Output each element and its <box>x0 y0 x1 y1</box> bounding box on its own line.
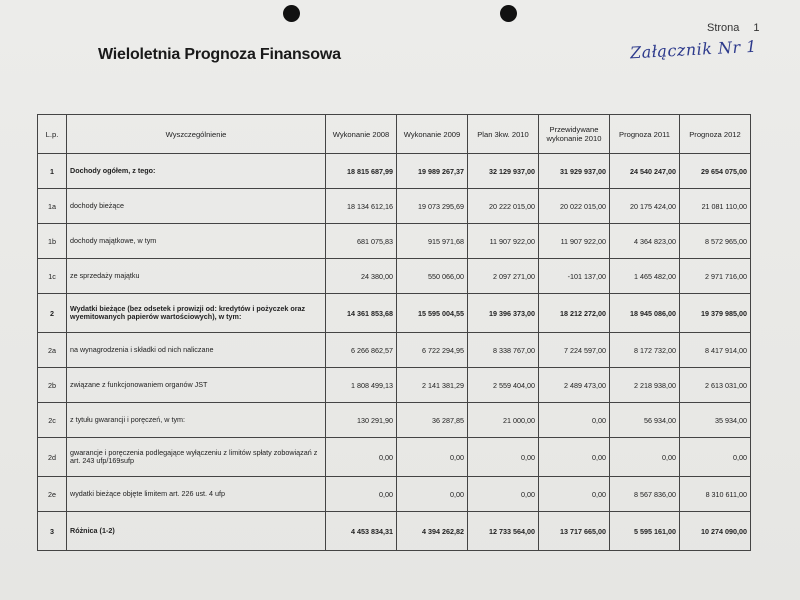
table-row <box>38 224 751 259</box>
table-row <box>38 189 751 224</box>
column-header: Wyszczególnienie <box>67 115 326 154</box>
value-forecast-2011: 2 218 938,00 <box>610 368 680 403</box>
page-number <box>707 22 760 34</box>
table-row <box>38 368 751 403</box>
value-plan-2010: 20 222 015,00 <box>468 189 539 224</box>
row-description: Wydatki bieżące (bez odsetek i prowizji od: kredytów i pożyczek oraz wyemitowanych papierów wartościowych), w tym: <box>67 294 326 333</box>
value-forecast-2012: 29 654 075,00 <box>680 154 751 189</box>
value-forecast-2012: 2 613 031,00 <box>680 368 751 403</box>
value-2008: 0,00 <box>326 477 397 512</box>
row-description: związane z funkcjonowaniem organów JST <box>67 368 326 403</box>
page-label: Strona <box>707 22 740 34</box>
value-2009: 36 287,85 <box>397 403 468 438</box>
value-2008: 14 361 853,68 <box>326 294 397 333</box>
value-forecast-2011: 18 945 086,00 <box>610 294 680 333</box>
value-forecast-2012: 2 971 716,00 <box>680 259 751 294</box>
value-2009: 915 971,68 <box>397 224 468 259</box>
value-forecast-2011: 0,00 <box>610 438 680 477</box>
value-2008: 681 075,83 <box>326 224 397 259</box>
row-number: 2e <box>38 477 67 512</box>
value-forecast-2012: 0,00 <box>680 438 751 477</box>
column-header: Plan 3kw. 2010 <box>468 115 539 154</box>
value-forecast-2012: 19 379 985,00 <box>680 294 751 333</box>
table-row <box>38 512 751 551</box>
value-2009: 0,00 <box>397 438 468 477</box>
value-expected-2010: 13 717 665,00 <box>539 512 610 551</box>
value-expected-2010: 20 022 015,00 <box>539 189 610 224</box>
value-plan-2010: 32 129 937,00 <box>468 154 539 189</box>
table-row <box>38 333 751 368</box>
row-number: 1c <box>38 259 67 294</box>
value-forecast-2012: 35 934,00 <box>680 403 751 438</box>
row-description: dochody bieżące <box>67 189 326 224</box>
value-expected-2010: 7 224 597,00 <box>539 333 610 368</box>
row-description: Różnica (1-2) <box>67 512 326 551</box>
value-2009: 6 722 294,95 <box>397 333 468 368</box>
row-number: 2b <box>38 368 67 403</box>
row-description: gwarancje i poręczenia podlegające wyłączeniu z limitów spłaty zobowiązań z art. 243 ufp/169sufp <box>67 438 326 477</box>
value-forecast-2012: 21 081 110,00 <box>680 189 751 224</box>
value-expected-2010: 0,00 <box>539 477 610 512</box>
value-2008: 24 380,00 <box>326 259 397 294</box>
table-row <box>38 259 751 294</box>
value-plan-2010: 12 733 564,00 <box>468 512 539 551</box>
value-expected-2010: 0,00 <box>539 438 610 477</box>
value-forecast-2011: 24 540 247,00 <box>610 154 680 189</box>
row-description: na wynagrodzenia i składki od nich naliczane <box>67 333 326 368</box>
row-number: 2c <box>38 403 67 438</box>
row-number: 1 <box>38 154 67 189</box>
value-2009: 19 073 295,69 <box>397 189 468 224</box>
value-plan-2010: 2 559 404,00 <box>468 368 539 403</box>
value-forecast-2012: 10 274 090,00 <box>680 512 751 551</box>
value-forecast-2012: 8 310 611,00 <box>680 477 751 512</box>
column-header: Wykonanie 2008 <box>326 115 397 154</box>
value-expected-2010: 2 489 473,00 <box>539 368 610 403</box>
value-forecast-2011: 56 934,00 <box>610 403 680 438</box>
value-expected-2010: 18 212 272,00 <box>539 294 610 333</box>
punch-hole <box>500 5 517 22</box>
row-number: 2a <box>38 333 67 368</box>
value-2009: 550 066,00 <box>397 259 468 294</box>
value-2009: 4 394 262,82 <box>397 512 468 551</box>
value-2008: 18 815 687,99 <box>326 154 397 189</box>
value-expected-2010: -101 137,00 <box>539 259 610 294</box>
table-header-row <box>38 115 751 154</box>
row-description: Dochody ogółem, z tego: <box>67 154 326 189</box>
value-plan-2010: 0,00 <box>468 477 539 512</box>
value-2008: 1 808 499,13 <box>326 368 397 403</box>
value-expected-2010: 11 907 922,00 <box>539 224 610 259</box>
value-2009: 2 141 381,29 <box>397 368 468 403</box>
column-header: Wykonanie 2009 <box>397 115 468 154</box>
value-plan-2010: 8 338 767,00 <box>468 333 539 368</box>
value-2009: 15 595 004,55 <box>397 294 468 333</box>
value-2009: 19 989 267,37 <box>397 154 468 189</box>
punch-hole <box>283 5 300 22</box>
value-forecast-2011: 20 175 424,00 <box>610 189 680 224</box>
page-title: Wieloletnia Prognoza Finansowa <box>98 46 341 63</box>
value-2008: 130 291,90 <box>326 403 397 438</box>
table-row <box>38 438 751 477</box>
value-plan-2010: 21 000,00 <box>468 403 539 438</box>
table-row <box>38 294 751 333</box>
value-2008: 0,00 <box>326 438 397 477</box>
row-description: z tytułu gwarancji i poręczeń, w tym: <box>67 403 326 438</box>
page-number-value: 1 <box>753 22 760 34</box>
value-forecast-2012: 8 417 914,00 <box>680 333 751 368</box>
value-2008: 6 266 862,57 <box>326 333 397 368</box>
table-row <box>38 403 751 438</box>
value-plan-2010: 11 907 922,00 <box>468 224 539 259</box>
row-description: wydatki bieżące objęte limitem art. 226 ust. 4 ufp <box>67 477 326 512</box>
value-expected-2010: 31 929 937,00 <box>539 154 610 189</box>
row-description: dochody majątkowe, w tym <box>67 224 326 259</box>
financial-forecast-table <box>37 114 751 551</box>
value-plan-2010: 19 396 373,00 <box>468 294 539 333</box>
value-forecast-2011: 4 364 823,00 <box>610 224 680 259</box>
column-header: Przewidywane wykonanie 2010 <box>539 115 610 154</box>
row-number: 1b <box>38 224 67 259</box>
value-forecast-2011: 8 172 732,00 <box>610 333 680 368</box>
column-header: L.p. <box>38 115 67 154</box>
row-number: 3 <box>38 512 67 551</box>
value-forecast-2011: 1 465 482,00 <box>610 259 680 294</box>
table-row <box>38 477 751 512</box>
value-2008: 18 134 612,16 <box>326 189 397 224</box>
value-plan-2010: 2 097 271,00 <box>468 259 539 294</box>
row-description: ze sprzedaży majątku <box>67 259 326 294</box>
value-forecast-2012: 8 572 965,00 <box>680 224 751 259</box>
value-plan-2010: 0,00 <box>468 438 539 477</box>
row-number: 1a <box>38 189 67 224</box>
column-header: Prognoza 2011 <box>610 115 680 154</box>
row-number: 2d <box>38 438 67 477</box>
value-expected-2010: 0,00 <box>539 403 610 438</box>
value-2009: 0,00 <box>397 477 468 512</box>
row-number: 2 <box>38 294 67 333</box>
table-row <box>38 154 751 189</box>
value-forecast-2011: 8 567 836,00 <box>610 477 680 512</box>
handwritten-note: Załącznik Nr 1 <box>629 36 758 63</box>
value-2008: 4 453 834,31 <box>326 512 397 551</box>
value-forecast-2011: 5 595 161,00 <box>610 512 680 551</box>
column-header: Prognoza 2012 <box>680 115 751 154</box>
